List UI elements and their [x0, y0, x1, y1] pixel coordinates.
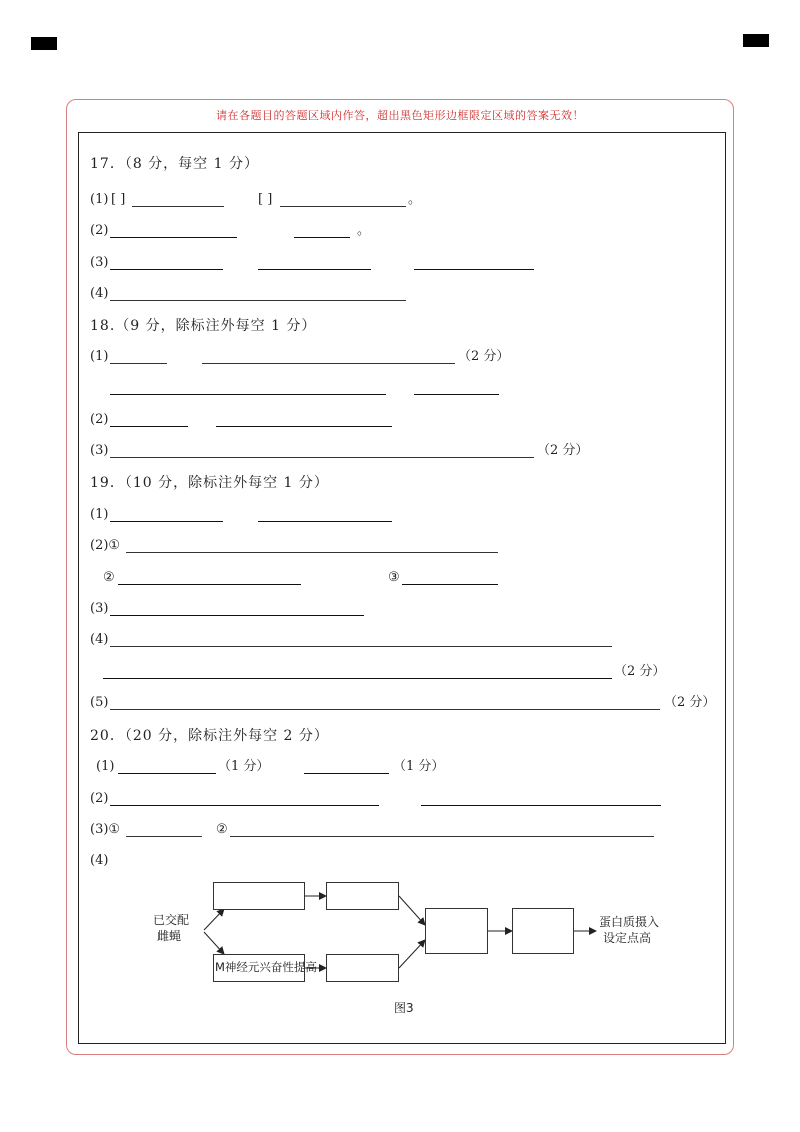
- diagram-box-middle[interactable]: [425, 908, 488, 954]
- q20-line2-label: (2): [90, 791, 109, 806]
- q18-line3-label: (3): [90, 443, 109, 458]
- diagram-right-label-1: 蛋白质摄入: [599, 915, 660, 929]
- q20-score-1a: （1 分）: [218, 759, 270, 774]
- diagram-box-bottom-2[interactable]: [326, 954, 399, 982]
- q19-score-4: （2 分）: [614, 664, 666, 679]
- q17-bracket-b: [ ]: [258, 192, 273, 207]
- q20-line1-label: (1): [96, 759, 115, 774]
- q17-period-1: 。: [408, 192, 422, 207]
- q18-line2-label: (2): [90, 412, 109, 427]
- q19-line3-label: (3): [90, 601, 109, 616]
- q17-line4-label: (4): [90, 286, 109, 301]
- diagram-left-label-2: 雌蝇: [157, 929, 182, 943]
- q19-circle-3: ③: [388, 570, 400, 585]
- diagram-box-m-label: M神经元兴奋性提高: [215, 960, 317, 974]
- q18-score-3: （2 分）: [537, 443, 589, 458]
- q20-score-1b: （1 分）: [393, 759, 445, 774]
- q18-score-1: （2 分）: [458, 349, 510, 364]
- q17-line2-label: (2): [90, 223, 109, 238]
- q17-bracket-a: [ ]: [111, 192, 126, 207]
- q20-line3-label: (3)①: [90, 822, 121, 837]
- diagram-right-label-2: 设定点高: [603, 931, 652, 945]
- q17-line3-label: (3): [90, 255, 109, 270]
- q19-line5-label: (5): [90, 695, 109, 710]
- q17-line1-label: (1): [90, 192, 109, 207]
- diagram-box-m-neuron: [213, 954, 317, 982]
- diagram-box-top-1[interactable]: [213, 882, 305, 910]
- q20-line4-label: (4): [90, 853, 109, 868]
- q19-score-5: （2 分）: [664, 695, 716, 710]
- q19-line4-label: (4): [90, 632, 109, 647]
- diagram-box-top-2[interactable]: [326, 882, 399, 910]
- q17-title: 17．（8 分，每空 1 分）: [90, 156, 259, 172]
- diagram-left-label-1: 已交配: [153, 913, 190, 927]
- q19-circle-2: ②: [103, 570, 115, 585]
- q18-title: 18.（9 分，除标注外每空 1 分）: [90, 318, 317, 334]
- figure-caption: 图3: [394, 1001, 414, 1015]
- diagram-box-right[interactable]: [512, 908, 574, 954]
- q19-title: 19．（10 分，除标注外每空 1 分）: [90, 475, 329, 491]
- answer-area-notice: 请在各题目的答题区域内作答，超出黑色矩形边框限定区域的答案无效！: [216, 109, 584, 122]
- q19-line1-label: (1): [90, 507, 109, 522]
- q20-title: 20．（20 分，除标注外每空 2 分）: [90, 728, 329, 744]
- q20-circle-2: ②: [216, 822, 228, 837]
- q17-period-2: 。: [357, 223, 371, 238]
- q18-line1-label: (1): [90, 349, 109, 364]
- q19-line2-label: (2)①: [90, 538, 121, 553]
